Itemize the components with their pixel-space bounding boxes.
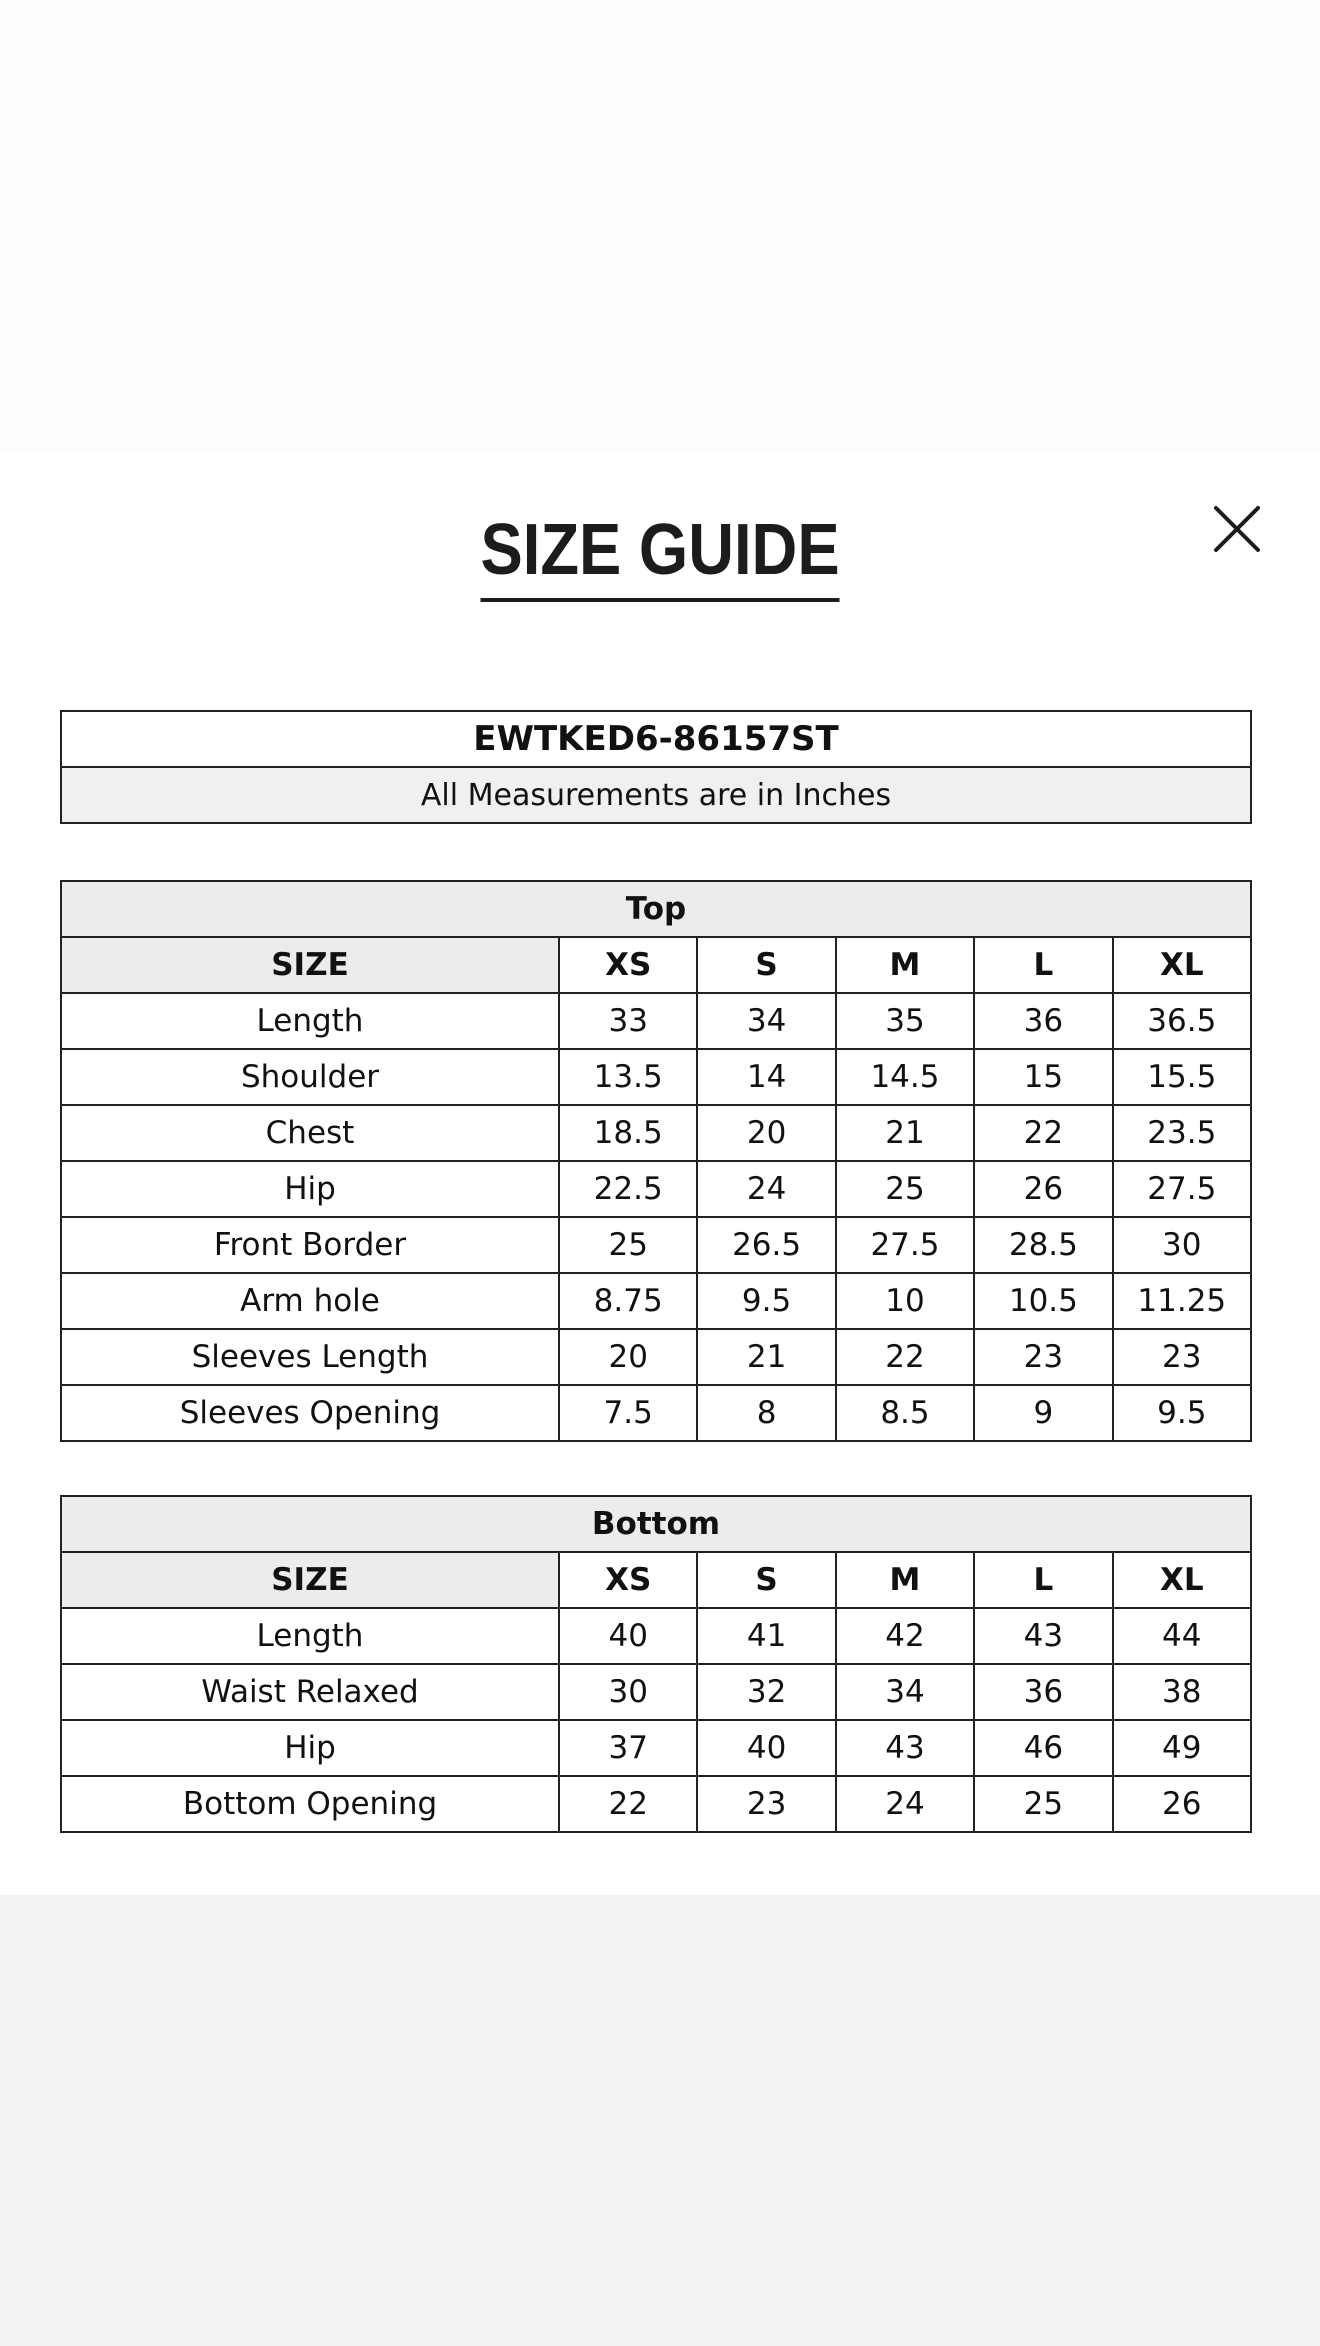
measurement-label: Sleeves Opening — [61, 1385, 559, 1441]
measurement-value: 23 — [974, 1329, 1112, 1385]
column-header: S — [697, 937, 835, 993]
section-title-top: Top — [61, 881, 1251, 937]
measurement-value: 24 — [836, 1776, 974, 1832]
measurement-value: 37 — [559, 1720, 697, 1776]
column-header: L — [974, 1552, 1112, 1608]
measurement-value: 9 — [974, 1385, 1112, 1441]
measurement-label: Hip — [61, 1720, 559, 1776]
measurement-value: 9.5 — [697, 1273, 835, 1329]
measurement-value: 7.5 — [559, 1385, 697, 1441]
measurement-value: 21 — [836, 1105, 974, 1161]
measurement-value: 36 — [974, 993, 1112, 1049]
measurement-value: 20 — [559, 1329, 697, 1385]
top-size-table — [60, 880, 1252, 1442]
measurement-value: 44 — [1113, 1608, 1251, 1664]
table-row — [61, 993, 1251, 1049]
measurement-label: Length — [61, 993, 559, 1049]
measurement-value: 26 — [1113, 1776, 1251, 1832]
column-header: XS — [559, 937, 697, 993]
measurement-value: 36.5 — [1113, 993, 1251, 1049]
bottom-size-table-wrap — [60, 1495, 1252, 1833]
measurement-label: Hip — [61, 1161, 559, 1217]
column-header: XL — [1113, 1552, 1251, 1608]
measurement-value: 21 — [697, 1329, 835, 1385]
bottom-size-table — [60, 1495, 1252, 1833]
table-row — [61, 1273, 1251, 1329]
section-title-bottom: Bottom — [61, 1496, 1251, 1552]
measurement-value: 46 — [974, 1720, 1112, 1776]
measurement-value: 13.5 — [559, 1049, 697, 1105]
measurement-value: 15.5 — [1113, 1049, 1251, 1105]
table-row — [61, 1161, 1251, 1217]
measurement-value: 33 — [559, 993, 697, 1049]
product-code: EWTKED6-86157ST — [61, 711, 1251, 767]
column-header: SIZE — [61, 1552, 559, 1608]
measurement-value: 18.5 — [559, 1105, 697, 1161]
header-table — [60, 710, 1252, 824]
measurement-value: 36 — [974, 1664, 1112, 1720]
measurement-value: 8 — [697, 1385, 835, 1441]
measurement-value: 11.25 — [1113, 1273, 1251, 1329]
measurement-value: 23.5 — [1113, 1105, 1251, 1161]
measurement-label: Length — [61, 1608, 559, 1664]
measurement-value: 34 — [697, 993, 835, 1049]
column-header: XL — [1113, 937, 1251, 993]
measurement-value: 25 — [559, 1217, 697, 1273]
measurement-value: 20 — [697, 1105, 835, 1161]
measurement-label: Shoulder — [61, 1049, 559, 1105]
table-row — [61, 1776, 1251, 1832]
column-header: M — [836, 937, 974, 993]
measurement-value: 43 — [974, 1608, 1112, 1664]
measurement-value: 10 — [836, 1273, 974, 1329]
measurement-value: 35 — [836, 993, 974, 1049]
size-guide-modal — [0, 452, 1320, 1895]
top-size-table-wrap — [60, 880, 1252, 1442]
measurement-value: 22 — [974, 1105, 1112, 1161]
measurement-value: 8.75 — [559, 1273, 697, 1329]
measurement-value: 40 — [697, 1720, 835, 1776]
measurement-value: 23 — [1113, 1329, 1251, 1385]
measurement-value: 27.5 — [836, 1217, 974, 1273]
measurement-label: Waist Relaxed — [61, 1664, 559, 1720]
measurement-value: 30 — [1113, 1217, 1251, 1273]
column-header: L — [974, 937, 1112, 993]
close-icon — [1206, 498, 1268, 560]
measurement-value: 25 — [974, 1776, 1112, 1832]
measurement-value: 22 — [836, 1329, 974, 1385]
bottom-header-row — [61, 1552, 1251, 1608]
column-header: S — [697, 1552, 835, 1608]
page-backdrop-top — [0, 0, 1320, 452]
table-row — [61, 1217, 1251, 1273]
measurement-value: 32 — [697, 1664, 835, 1720]
column-header: SIZE — [61, 937, 559, 993]
measurement-value: 26 — [974, 1161, 1112, 1217]
measurement-value: 15 — [974, 1049, 1112, 1105]
modal-title-text: SIZE GUIDE — [480, 514, 839, 602]
measurement-label: Sleeves Length — [61, 1329, 559, 1385]
measurement-value: 27.5 — [1113, 1161, 1251, 1217]
measurement-value: 23 — [697, 1776, 835, 1832]
measurement-value: 43 — [836, 1720, 974, 1776]
measurement-note: All Measurements are in Inches — [61, 767, 1251, 823]
measurement-label: Chest — [61, 1105, 559, 1161]
table-row — [61, 1385, 1251, 1441]
measurement-label: Bottom Opening — [61, 1776, 559, 1832]
close-button[interactable] — [1206, 498, 1268, 560]
measurement-value: 38 — [1113, 1664, 1251, 1720]
measurement-value: 42 — [836, 1608, 974, 1664]
measurement-value: 22.5 — [559, 1161, 697, 1217]
measurement-value: 25 — [836, 1161, 974, 1217]
measurement-value: 10.5 — [974, 1273, 1112, 1329]
measurement-value: 22 — [559, 1776, 697, 1832]
measurement-value: 14 — [697, 1049, 835, 1105]
measurement-label: Arm hole — [61, 1273, 559, 1329]
measurement-value: 41 — [697, 1608, 835, 1664]
modal-title — [0, 510, 1320, 602]
measurement-value: 14.5 — [836, 1049, 974, 1105]
table-row — [61, 1105, 1251, 1161]
table-row — [61, 1049, 1251, 1105]
measurement-value: 28.5 — [974, 1217, 1112, 1273]
top-header-row — [61, 937, 1251, 993]
measurement-value: 24 — [697, 1161, 835, 1217]
measurement-label: Front Border — [61, 1217, 559, 1273]
measurement-value: 26.5 — [697, 1217, 835, 1273]
column-header: XS — [559, 1552, 697, 1608]
table-row — [61, 1608, 1251, 1664]
measurement-value: 49 — [1113, 1720, 1251, 1776]
table-row — [61, 1329, 1251, 1385]
measurement-value: 34 — [836, 1664, 974, 1720]
measurement-value: 8.5 — [836, 1385, 974, 1441]
column-header: M — [836, 1552, 974, 1608]
table-row — [61, 1664, 1251, 1720]
size-chart-header — [60, 710, 1252, 824]
table-row — [61, 1720, 1251, 1776]
measurement-value: 40 — [559, 1608, 697, 1664]
measurement-value: 30 — [559, 1664, 697, 1720]
measurement-value: 9.5 — [1113, 1385, 1251, 1441]
